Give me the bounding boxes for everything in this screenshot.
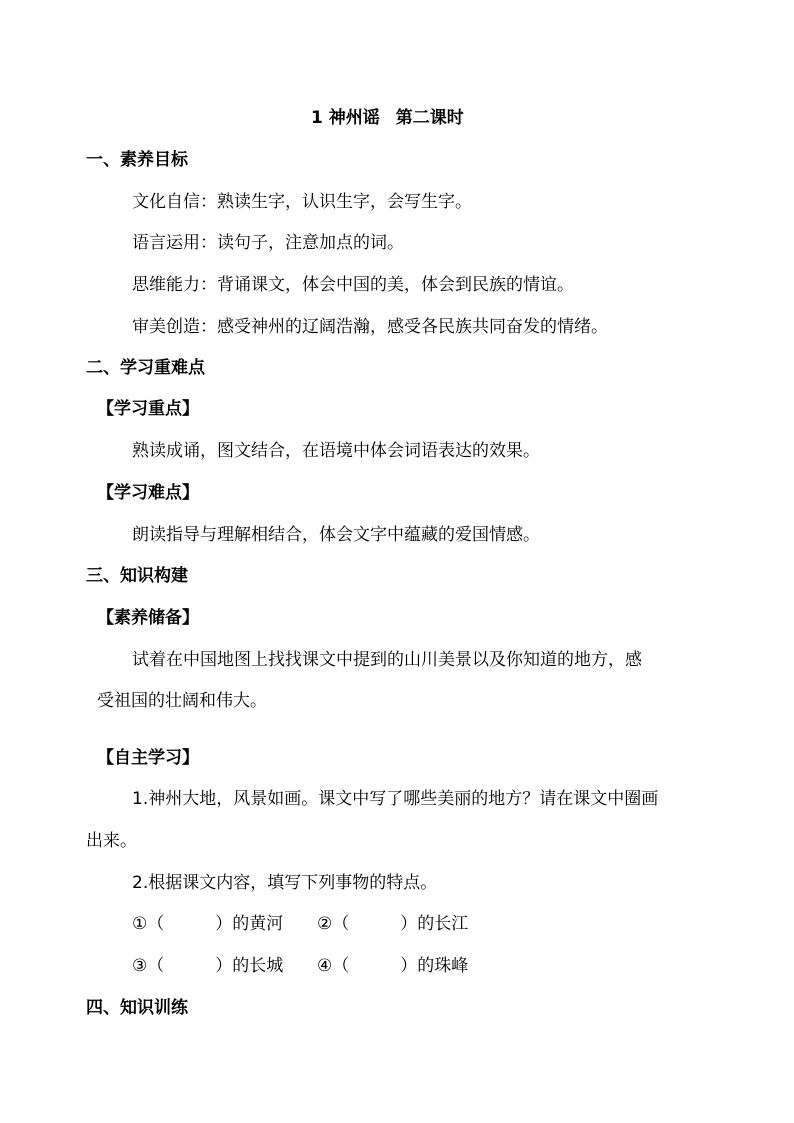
goal-item: 语言运用：读句子，注意加点的词。 (132, 233, 404, 253)
fill-blank-item: ③（ ）的长城 (132, 956, 284, 976)
section-heading-goals: 一、素养目标 (86, 150, 188, 170)
lesson-name: 神州谣 (328, 108, 380, 128)
lesson-period: 第二课时 (395, 108, 464, 128)
fill-blank-item: ④（ ）的珠峰 (317, 956, 469, 976)
question-2: 2.根据课文内容，填写下列事物的特点。 (132, 873, 438, 893)
section-heading-key-points: 二、学习重难点 (86, 358, 205, 378)
prep-text: 试着在中国地图上找找课文中提到的山川美景以及你知道的地方，感 (132, 650, 642, 670)
goal-item: 审美创造：感受神州的辽阔浩瀚，感受各民族共同奋发的情绪。 (132, 317, 608, 337)
difficulty-label: 【学习难点】 (97, 483, 199, 503)
key-point-label: 【学习重点】 (97, 399, 199, 419)
section-heading-knowledge: 三、知识构建 (86, 566, 188, 586)
prep-text: 受祖国的壮阔和伟大。 (97, 691, 267, 711)
prep-label: 【素养储备】 (97, 608, 199, 628)
goal-item: 思维能力：背诵课文，体会中国的美，体会到民族的情谊。 (132, 275, 574, 295)
self-study-label: 【自主学习】 (97, 748, 199, 768)
goal-item: 文化自信：熟读生字，认识生字，会写生字。 (132, 192, 472, 212)
fill-blank-item: ①（ ）的黄河 (132, 914, 284, 934)
difficulty-text: 朗读指导与理解相结合，体会文字中蕴藏的爱国情感。 (132, 525, 540, 545)
question-1-continued: 出来。 (86, 831, 137, 851)
question-1: 1.神州大地，风景如画。课文中写了哪些美丽的地方？请在课文中圈画 (132, 789, 659, 809)
fill-blank-item: ②（ ）的长江 (317, 914, 469, 934)
key-point-text: 熟读成诵，图文结合，在语境中体会词语表达的效果。 (132, 441, 540, 461)
page-title (311, 106, 464, 130)
section-heading-training: 四、知识训练 (86, 998, 188, 1018)
lesson-number: 1 (311, 108, 323, 128)
